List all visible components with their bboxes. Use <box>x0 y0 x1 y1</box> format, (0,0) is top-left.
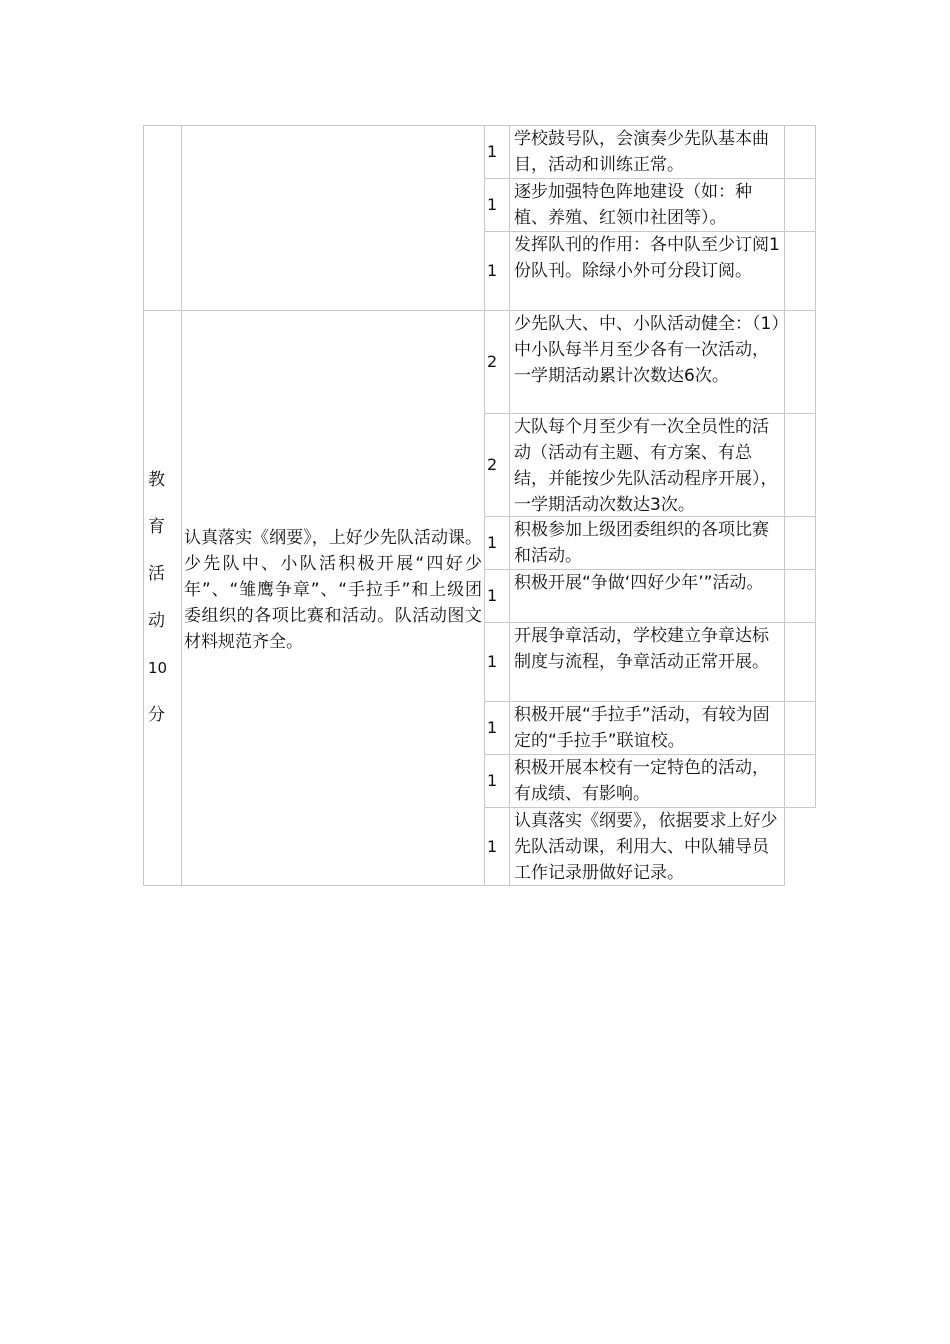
requirement-cell-top <box>181 125 485 311</box>
category-char: 10 <box>148 659 168 677</box>
score-cell: 1 <box>484 807 510 886</box>
score-cell: 1 <box>484 231 510 311</box>
criterion-text: 逐步加强特色阵地建设（如：种植、养殖、红领巾社团等）。 <box>509 178 785 232</box>
result-cell <box>784 754 816 808</box>
criterion-text: 认真落实《纲要》，依据要求上好少先队活动课，利用大、中队辅导员工作记录册做好记录。 <box>509 807 785 886</box>
score-cell: 1 <box>484 516 510 570</box>
category-cell-education <box>143 310 182 886</box>
criterion-text: 积极开展本校有一定特色的活动，有成绩、有影响。 <box>509 754 785 808</box>
score-cell: 1 <box>484 754 510 808</box>
score-cell: 1 <box>484 701 510 755</box>
result-cell <box>784 231 816 311</box>
category-char: 活 <box>148 564 165 584</box>
criterion-text: 开展争章活动，学校建立争章达标制度与流程，争章活动正常开展。 <box>509 622 785 702</box>
result-cell <box>784 701 816 755</box>
result-cell <box>784 310 816 414</box>
category-char: 育 <box>148 517 165 537</box>
category-char: 教 <box>148 470 165 490</box>
criterion-text: 积极开展“手拉手”活动，有较为固定的“手拉手”联谊校。 <box>509 701 785 755</box>
result-cell <box>784 516 816 570</box>
criterion-text: 积极开展“争做‘四好少年’”活动。 <box>509 569 785 623</box>
score-cell: 1 <box>484 569 510 623</box>
criterion-text: 学校鼓号队，会演奏少先队基本曲目，活动和训练正常。 <box>509 125 785 179</box>
criterion-text: 少先队大、中、小队活动健全：（1）中小队每半月至少各有一次活动，一学期活动累计次数达6次。 <box>509 310 785 414</box>
requirement-cell-education <box>181 310 485 886</box>
criterion-text: 积极参加上级团委组织的各项比赛和活动。 <box>509 516 785 570</box>
criterion-text: 大队每个月至少有一次全员性的活动（活动有主题、有方案、有总结，并能按少先队活动程序开展），一学期活动次数达3次。 <box>509 413 785 517</box>
result-cell <box>784 125 816 179</box>
category-cell-top <box>143 125 182 311</box>
requirement-text: 认真落实《纲要》，上好少先队活动课。少先队中、小队活积极开展“四好少年”、“雏鹰争章”、“手拉手”和上级团委组织的各项比赛和活动。队活动图文材料规范齐全。 <box>184 528 482 652</box>
score-cell: 1 <box>484 622 510 702</box>
result-cell <box>784 622 816 702</box>
score-cell: 1 <box>484 125 510 179</box>
category-char: 分 <box>148 705 165 725</box>
score-cell: 1 <box>484 178 510 232</box>
result-cell <box>784 178 816 232</box>
category-char: 动 <box>148 611 165 631</box>
result-cell <box>784 569 816 623</box>
score-cell: 2 <box>484 310 510 414</box>
result-cell <box>784 413 816 517</box>
criterion-text: 发挥队刊的作用：各中队至少订阅1份队刊。除绿小外可分段订阅。 <box>509 231 785 311</box>
score-cell: 2 <box>484 413 510 517</box>
